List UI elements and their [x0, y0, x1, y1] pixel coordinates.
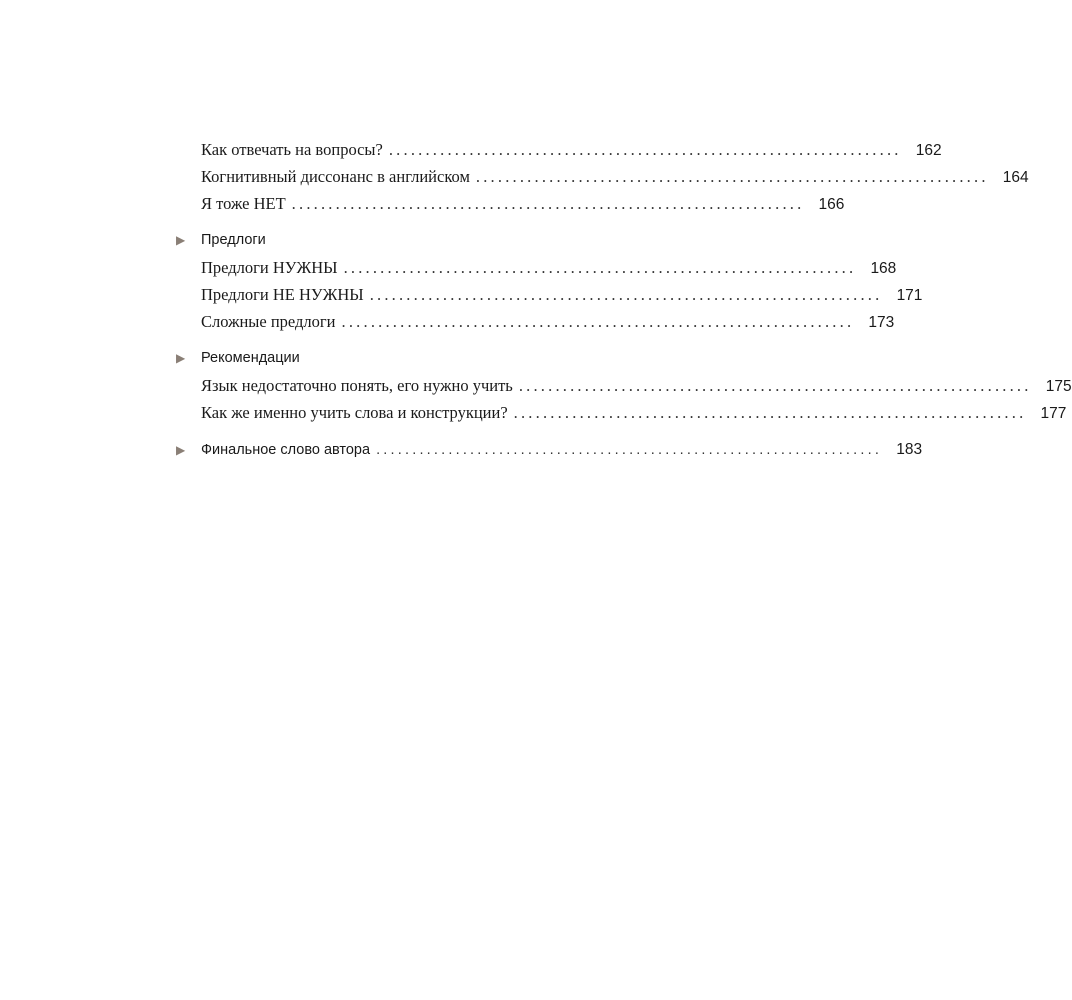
toc-entry-page: 173 [868, 314, 895, 331]
toc-entry-page: 164 [1002, 169, 1029, 186]
toc-entry-page: 166 [818, 196, 845, 213]
dot-leader: ...................................................................... [388, 140, 902, 159]
dot-leader: ...................................................................... [291, 194, 805, 213]
toc-section-title: Рекомендации [201, 350, 300, 366]
toc-final-entry[interactable] [176, 436, 923, 463]
toc-entry[interactable] [176, 281, 923, 308]
toc-entry-page: 162 [915, 142, 942, 159]
toc-entry[interactable] [176, 163, 1029, 190]
toc-entry-page: 177 [1040, 405, 1067, 422]
triangle-right-icon: ▶ [176, 351, 186, 365]
toc-entry[interactable] [176, 190, 845, 217]
toc-entry-title: Когнитивный диссонанс в английском [201, 167, 470, 186]
toc-entry-page: 168 [870, 260, 897, 277]
toc-entry-title: Предлоги НУЖНЫ [201, 258, 338, 277]
dot-leader: ...................................................................... [513, 403, 1027, 422]
toc-entry[interactable] [176, 136, 942, 163]
toc-section-heading[interactable] [176, 227, 706, 254]
toc-entry-page: 171 [896, 287, 923, 304]
dot-leader: ...................................................................... [341, 312, 855, 331]
toc-entry[interactable] [176, 254, 897, 281]
dot-leader: ...................................................................... [376, 442, 883, 458]
toc-entry-page: 175 [1045, 378, 1072, 395]
triangle-right-icon: ▶ [176, 233, 186, 247]
triangle-right-icon: ▶ [176, 443, 186, 457]
toc-entry-title: Как отвечать на вопросы? [201, 140, 383, 159]
toc-entry[interactable] [176, 399, 1067, 426]
toc-section-title: Финальное слово автора [201, 442, 371, 458]
toc-entry-title: Сложные предлоги [201, 312, 336, 331]
toc-entry-title: Предлоги НЕ НУЖНЫ [201, 285, 364, 304]
toc-entry-title: Я тоже НЕТ [201, 194, 286, 213]
table-of-contents [176, 136, 1072, 463]
toc-entry[interactable] [176, 372, 1072, 399]
dot-leader: ...................................................................... [518, 376, 1032, 395]
toc-section-title: Предлоги [201, 232, 266, 248]
dot-leader: ...................................................................... [475, 167, 989, 186]
toc-entry-page: 183 [896, 441, 923, 458]
toc-section-heading[interactable] [176, 345, 706, 372]
dot-leader: ...................................................................... [343, 258, 857, 277]
toc-entry-title: Язык недостаточно понять, его нужно учить [201, 376, 513, 395]
toc-entry[interactable] [176, 308, 895, 335]
dot-leader: ...................................................................... [369, 285, 883, 304]
toc-entry-title: Как же именно учить слова и конструкции? [201, 403, 508, 422]
